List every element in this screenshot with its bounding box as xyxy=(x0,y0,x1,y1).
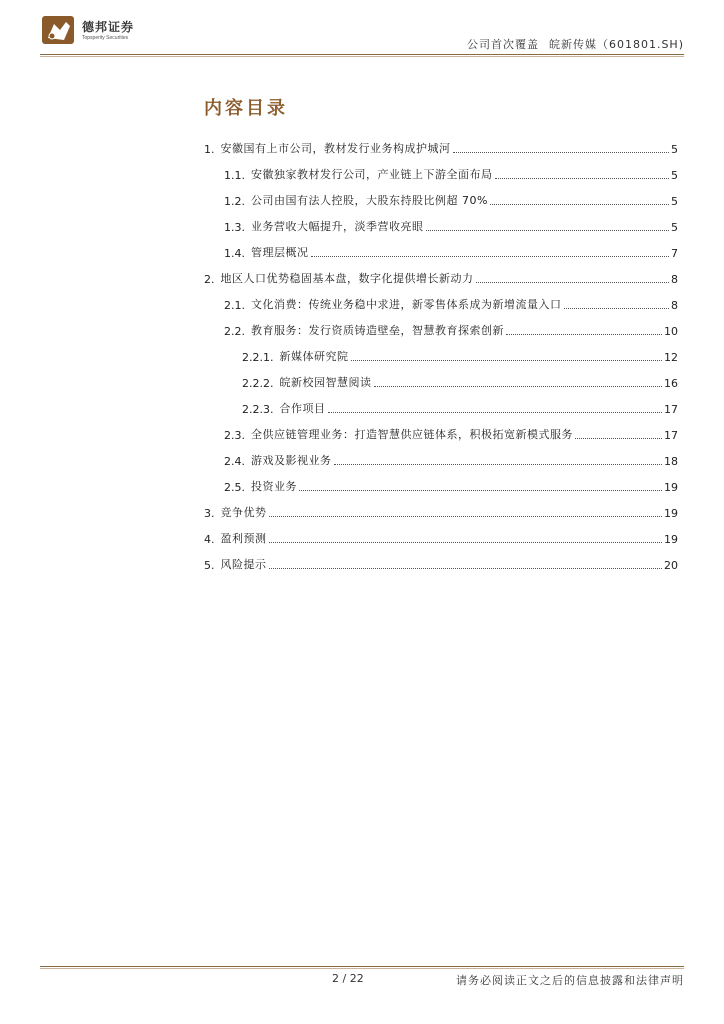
toc-text: 安徽国有上市公司，教材发行业务构成护城河 xyxy=(220,142,451,155)
toc-entry[interactable] xyxy=(204,182,678,208)
toc-number: 2.2.1. xyxy=(242,351,274,364)
toc-leader xyxy=(374,386,663,387)
table-of-contents xyxy=(204,130,678,572)
toc-text: 风险提示 xyxy=(220,558,267,571)
toc-leader xyxy=(311,256,670,257)
toc-leader xyxy=(575,438,662,439)
toc-entry[interactable] xyxy=(204,442,678,468)
logo-english-name: Topsperity Securities xyxy=(82,35,129,41)
toc-text: 新媒体研究院 xyxy=(279,350,349,363)
header-divider xyxy=(40,54,684,55)
toc-entry[interactable] xyxy=(204,390,678,416)
toc-text: 盈利预测 xyxy=(220,532,267,545)
toc-page: 19 xyxy=(664,481,678,494)
toc-entry[interactable] xyxy=(204,520,678,546)
toc-page: 5 xyxy=(671,143,678,156)
toc-page: 19 xyxy=(664,533,678,546)
toc-text: 投资业务 xyxy=(251,480,297,493)
toc-entry[interactable] xyxy=(204,312,678,338)
footer-divider xyxy=(40,966,684,967)
toc-page: 5 xyxy=(671,195,678,208)
toc-number: 1.3. xyxy=(224,221,245,234)
toc-page: 17 xyxy=(664,429,678,442)
toc-number: 1.2. xyxy=(224,195,245,208)
footer-divider-secondary xyxy=(40,968,684,969)
toc-leader xyxy=(506,334,662,335)
toc-text: 文化消费：传统业务稳中求进，新零售体系成为新增流量入口 xyxy=(251,298,562,311)
toc-leader xyxy=(426,230,670,231)
toc-entry[interactable] xyxy=(204,468,678,494)
toc-leader xyxy=(476,282,670,283)
toc-entry[interactable] xyxy=(204,130,678,156)
toc-number: 3. xyxy=(204,507,215,520)
toc-text: 业务营收大幅提升，淡季营收亮眼 xyxy=(251,220,424,233)
toc-number: 1. xyxy=(204,143,215,156)
toc-leader xyxy=(328,412,663,413)
toc-number: 2.2.3. xyxy=(242,403,274,416)
toc-leader xyxy=(269,568,663,569)
toc-number: 2.2.2. xyxy=(242,377,274,390)
toc-text: 游戏及影视业务 xyxy=(251,454,332,467)
toc-number: 5. xyxy=(204,559,215,572)
toc-number: 2.2. xyxy=(224,325,245,338)
toc-text: 安徽独家教材发行公司，产业链上下游全面布局 xyxy=(251,168,493,181)
toc-entry[interactable] xyxy=(204,260,678,286)
toc-number: 2.5. xyxy=(224,481,245,494)
logo-chinese-name: 德邦证券 xyxy=(82,20,135,34)
toc-leader xyxy=(453,152,670,153)
page-number: 2 / 22 xyxy=(332,972,364,985)
toc-leader xyxy=(490,204,669,205)
toc-leader xyxy=(299,490,662,491)
toc-page: 8 xyxy=(671,273,678,286)
toc-text: 公司由国有法人控股，大股东持股比例超 70% xyxy=(251,194,488,207)
toc-entry[interactable] xyxy=(204,338,678,364)
toc-entry[interactable] xyxy=(204,156,678,182)
toc-page: 8 xyxy=(671,299,678,312)
company-ticker: 皖新传媒（601801.SH) xyxy=(548,38,684,51)
toc-entry[interactable] xyxy=(204,234,678,260)
toc-leader xyxy=(564,308,670,309)
toc-leader xyxy=(269,542,663,543)
toc-entry[interactable] xyxy=(204,494,678,520)
toc-number: 1.4. xyxy=(224,247,245,260)
toc-page: 5 xyxy=(671,221,678,234)
toc-page: 20 xyxy=(664,559,678,572)
toc-number: 4. xyxy=(204,533,215,546)
toc-entry[interactable] xyxy=(204,546,678,572)
toc-text: 教育服务：发行资质铸造壁垒，智慧教育探索创新 xyxy=(251,324,504,337)
footer-disclaimer: 请务必阅读正文之后的信息披露和法律声明 xyxy=(456,974,684,987)
toc-text: 全供应链管理业务：打造智慧供应链体系，积极拓宽新模式服务 xyxy=(251,428,573,441)
toc-page: 10 xyxy=(664,325,678,338)
toc-entry[interactable] xyxy=(204,286,678,312)
toc-page: 18 xyxy=(664,455,678,468)
toc-leader xyxy=(334,464,663,465)
toc-title: 内容目录 xyxy=(204,98,288,119)
toc-text: 皖新校园智慧阅读 xyxy=(279,376,372,389)
toc-page: 5 xyxy=(671,169,678,182)
toc-leader xyxy=(269,516,663,517)
toc-text: 管理层概况 xyxy=(251,246,309,259)
toc-page: 16 xyxy=(664,377,678,390)
toc-number: 2.4. xyxy=(224,455,245,468)
toc-number: 2.3. xyxy=(224,429,245,442)
toc-page: 19 xyxy=(664,507,678,520)
toc-text: 地区人口优势稳固基本盘，数字化提供增长新动力 xyxy=(220,272,474,285)
report-header-info xyxy=(467,36,684,52)
toc-page: 17 xyxy=(664,403,678,416)
toc-entry[interactable] xyxy=(204,208,678,234)
toc-entry[interactable] xyxy=(204,364,678,390)
toc-entry[interactable] xyxy=(204,416,678,442)
toc-number: 2.1. xyxy=(224,299,245,312)
toc-leader xyxy=(351,360,663,361)
report-type: 公司首次覆盖 xyxy=(466,38,539,51)
toc-page: 12 xyxy=(664,351,678,364)
toc-number: 2. xyxy=(204,273,215,286)
logo-mark-icon xyxy=(40,14,76,46)
toc-text: 合作项目 xyxy=(279,402,326,415)
toc-number: 1.1. xyxy=(224,169,245,182)
toc-page: 7 xyxy=(671,247,678,260)
toc-text: 竞争优势 xyxy=(220,506,267,519)
toc-leader xyxy=(495,178,670,179)
header-divider-secondary xyxy=(40,56,684,57)
company-logo xyxy=(40,14,160,50)
